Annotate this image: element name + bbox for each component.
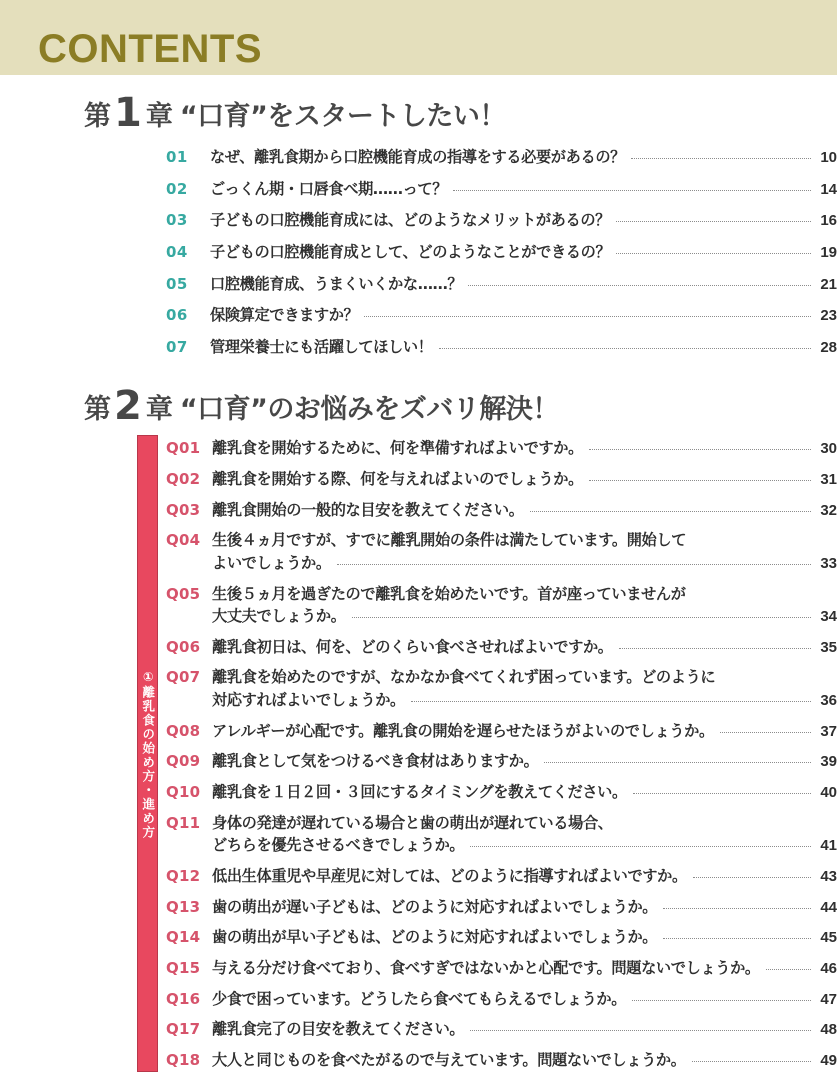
toc-entry-line: [210, 273, 837, 296]
toc-entry-body: [210, 273, 837, 296]
dot-leader: [453, 190, 811, 191]
page-number: 35: [820, 638, 837, 656]
toc-entry-line: [210, 146, 837, 169]
toc-entry-body: [210, 241, 837, 264]
page-number: 47: [820, 990, 837, 1008]
toc-entry-body: [212, 812, 837, 858]
toc-entry-question-number: Q18: [166, 1051, 201, 1069]
toc-entry[interactable]: [166, 241, 837, 264]
toc-entry-body: [212, 529, 837, 575]
toc-entry-text: 離乳食を開始するために、何を準備すればよいですか。: [212, 439, 583, 458]
toc-entry[interactable]: [166, 636, 837, 659]
section-index-tab-label: ①離乳食の始め方・進め方: [140, 668, 156, 839]
page-number: 49: [820, 1052, 837, 1069]
toc-entry-body: [210, 146, 837, 169]
toc-entry[interactable]: [166, 499, 837, 522]
toc-entry[interactable]: [166, 750, 837, 773]
toc-entry-line: [212, 865, 837, 888]
page-number: 30: [820, 440, 837, 458]
toc-entry-text: 少食で困っています。どうしたら食べてもらえるでしょうか。: [212, 989, 627, 1008]
toc-entry-line: [212, 781, 837, 804]
page-number: 36: [820, 691, 837, 709]
toc-entry-body: [212, 499, 837, 522]
toc-entry-line: [212, 1049, 837, 1072]
toc-entry-text: アレルギーが心配です。離乳食の開始を遅らせたほうがよいのでしょうか。: [212, 721, 714, 740]
toc-entry[interactable]: [166, 896, 837, 919]
toc-entry[interactable]: [166, 1018, 837, 1041]
toc-entry-question-number: Q06: [166, 637, 201, 656]
toc-entry-line: [212, 468, 837, 491]
dot-leader: [632, 1000, 811, 1001]
toc-entry-number: 05: [166, 274, 188, 293]
dot-leader: [663, 908, 811, 909]
page-number: 40: [820, 784, 837, 801]
toc-entry[interactable]: [166, 437, 837, 460]
toc-entry-question-number: Q15: [166, 958, 201, 977]
chapter-2-entry-list: [0, 437, 837, 1072]
toc-entry-line: [212, 812, 837, 835]
dot-leader: [470, 1030, 811, 1031]
page-number: 39: [820, 753, 837, 771]
dot-leader: [589, 449, 811, 450]
toc-entry-number: 04: [166, 243, 188, 262]
toc-entry-body: [212, 468, 837, 491]
toc-entry-question-number: Q08: [166, 721, 201, 740]
page-number: 10: [820, 149, 837, 166]
toc-entry-text: 子どもの口腔機能育成として、どのようなことができるの？: [210, 243, 611, 262]
page-number: 31: [820, 471, 837, 488]
toc-entry[interactable]: [166, 865, 837, 888]
toc-entry[interactable]: [166, 988, 837, 1011]
toc-entry[interactable]: [166, 209, 837, 232]
toc-entry-text: 歯の萌出が早い子どもは、どのように対応すればよいでしょうか。: [212, 928, 658, 947]
dot-leader: [544, 762, 811, 763]
page-number: 19: [820, 244, 837, 262]
toc-entry-line: [210, 336, 837, 359]
toc-entry-body: [212, 988, 837, 1011]
toc-entry-text: 生後５ヵ月を過ぎたので離乳食を始めたいです。首が座っていませんが: [212, 584, 686, 603]
toc-entry-text: 大丈夫でしょうか。: [212, 607, 346, 626]
toc-entry-line: [210, 241, 837, 264]
chapter-1-heading: [84, 90, 837, 136]
toc-entry-line: [212, 583, 837, 606]
toc-entry-text: 離乳食開始の一般的な目安を教えてください。: [212, 500, 524, 519]
page-number: 37: [820, 722, 837, 740]
page-number: 34: [820, 608, 837, 626]
chapter-2-title: “口育”のお悩みをズバリ解決！: [179, 394, 559, 426]
toc-entry-line: [212, 605, 837, 628]
toc-entry-text: 口腔機能育成、うまくいくかな……？: [210, 274, 463, 293]
toc-entry-question-number: Q01: [166, 439, 201, 458]
chapter-2-prefix: 第: [84, 394, 111, 426]
chapter-1-entry-list: [0, 146, 837, 359]
toc-entry-line: [212, 499, 837, 522]
dot-leader: [439, 348, 811, 349]
toc-entry-question-number: Q05: [166, 584, 201, 603]
toc-entry-body: [212, 666, 837, 712]
chapter-2-suffix: 章: [145, 394, 173, 426]
page-number: 16: [820, 212, 837, 230]
toc-entry-question-number: Q14: [166, 928, 201, 947]
dot-leader: [619, 648, 811, 649]
toc-entry-text: 保険算定できますか？: [210, 306, 359, 325]
toc-entry-body: [212, 957, 837, 980]
dot-leader: [616, 253, 811, 254]
toc-entry-number: 01: [166, 148, 188, 166]
toc-entry-body: [212, 865, 837, 888]
toc-entry-body: [212, 896, 837, 919]
toc-entry-text: 生後４ヵ月ですが、すでに離乳開始の条件は満たしています。開始して: [212, 531, 687, 550]
toc-entry-question-number: Q16: [166, 989, 201, 1008]
toc-entry-text: 離乳食初日は、何を、どのくらい食べさせればよいですか。: [212, 637, 613, 656]
toc-entry-question-number: Q07: [166, 668, 201, 687]
chapter-1-prefix: 第: [84, 101, 111, 132]
page-number: 44: [820, 898, 837, 916]
toc-entry-line: [210, 178, 837, 201]
toc-entry[interactable]: [166, 304, 837, 327]
chapter-1-suffix: 章: [145, 101, 173, 132]
toc-entry-text: 離乳食を１日２回・３回にするタイミングを教えてください。: [212, 783, 627, 801]
toc-entry-text: 大人と同じものを食べたがるので与えています。問題ないでしょうか。: [212, 1051, 686, 1069]
toc-entry-text: どちらを優先させるべきでしょうか。: [212, 836, 465, 855]
toc-entry-body: [212, 636, 837, 659]
toc-entry-text: なぜ、離乳食期から口腔機能育成の指導をする必要があるの？: [210, 148, 625, 166]
chapter-1-number: 1: [114, 90, 142, 136]
toc-entry-question-number: Q10: [166, 783, 201, 801]
toc-entry-text: 離乳食として気をつけるべき食材はありますか。: [212, 752, 539, 771]
toc-entry-line: [212, 896, 837, 919]
toc-entry-line: [212, 666, 837, 689]
toc-entry-question-number: Q12: [166, 866, 201, 885]
toc-entry[interactable]: [166, 957, 837, 980]
toc-entry-question-number: Q09: [166, 752, 201, 771]
toc-page: [0, 90, 837, 1072]
toc-entry[interactable]: [166, 1049, 837, 1072]
toc-entry-body: [212, 437, 837, 460]
dot-leader: [616, 221, 811, 222]
dot-leader: [411, 701, 811, 702]
page-number: 43: [820, 867, 837, 885]
toc-entry-line: [212, 552, 837, 575]
dot-leader: [468, 285, 811, 286]
toc-entry[interactable]: [166, 781, 837, 804]
toc-entry-question-number: Q04: [166, 531, 201, 550]
toc-entry[interactable]: [166, 926, 837, 949]
toc-entry-question-number: Q13: [166, 897, 201, 916]
toc-entry-text: 離乳食を始めたのですが、なかなか食べてくれず困っています。どのように: [212, 668, 716, 687]
dot-leader: [470, 846, 811, 847]
toc-entry-line: [212, 957, 837, 980]
toc-entry-body: [210, 304, 837, 327]
toc-entry-body: [212, 926, 837, 949]
page-number: 41: [820, 837, 837, 855]
page-number: 33: [820, 554, 837, 572]
chapter-2-number: 2: [114, 383, 142, 430]
chapter-2-section: [0, 437, 837, 1072]
page-number: 48: [820, 1021, 837, 1039]
toc-entry-line: [212, 926, 837, 949]
dot-leader: [633, 793, 811, 794]
toc-entry-text: 身体の発達が遅れている場合と歯の萌出が遅れている場合、: [212, 813, 613, 832]
toc-entry-body: [210, 209, 837, 232]
toc-entry[interactable]: [166, 583, 837, 629]
toc-entry[interactable]: [166, 178, 837, 201]
toc-entry-line: [212, 750, 837, 773]
toc-entry-number: 03: [166, 211, 188, 230]
toc-entry-line: [212, 437, 837, 460]
toc-entry-body: [212, 781, 837, 804]
toc-entry-line: [212, 529, 837, 552]
toc-entry[interactable]: [166, 468, 837, 491]
dot-leader: [364, 316, 811, 317]
page-number: 23: [820, 307, 837, 325]
page-number: 32: [820, 501, 837, 519]
page-number: 46: [820, 959, 837, 977]
dot-leader: [589, 480, 811, 481]
toc-entry[interactable]: [166, 720, 837, 743]
chapter-1-title: “口育”をスタートしたい！: [179, 101, 506, 132]
toc-entry-text: 管理栄養士にも活躍してほしい！: [210, 338, 433, 357]
toc-entry-body: [212, 583, 837, 629]
toc-entry-question-number: Q03: [166, 500, 201, 519]
chapter-2-heading: [84, 383, 837, 430]
page-title: CONTENTS: [38, 27, 262, 71]
dot-leader: [631, 158, 811, 159]
toc-entry-text: 離乳食を開始する際、何を与えればよいのでしょうか。: [212, 470, 583, 488]
toc-entry-line: [212, 636, 837, 659]
toc-entry-line: [212, 834, 837, 857]
dot-leader: [663, 938, 811, 939]
contents-header-band: [0, 0, 837, 75]
dot-leader: [530, 511, 811, 512]
toc-entry-number: 07: [166, 338, 188, 357]
dot-leader: [337, 564, 811, 565]
toc-entry-body: [212, 720, 837, 743]
dot-leader: [692, 1061, 811, 1062]
page-number: 14: [820, 180, 837, 198]
toc-entry-body: [210, 336, 837, 359]
toc-entry-line: [212, 689, 837, 712]
toc-entry[interactable]: [166, 529, 837, 575]
toc-entry-text: 離乳食完了の目安を教えてください。: [212, 1020, 465, 1039]
toc-entry-body: [210, 178, 837, 201]
toc-entry-body: [212, 750, 837, 773]
toc-entry-body: [212, 1018, 837, 1041]
section-index-tab[interactable]: [137, 435, 158, 1072]
toc-entry[interactable]: [166, 812, 837, 858]
toc-entry-text: 対応すればよいでしょうか。: [212, 690, 405, 709]
dot-leader: [766, 969, 811, 970]
toc-entry[interactable]: [166, 336, 837, 359]
toc-entry-text: よいでしょうか。: [212, 553, 331, 572]
toc-entry[interactable]: [166, 666, 837, 712]
toc-entry[interactable]: [166, 273, 837, 296]
toc-entry[interactable]: [166, 146, 837, 169]
toc-entry-text: 歯の萌出が遅い子どもは、どのように対応すればよいでしょうか。: [212, 897, 658, 916]
toc-entry-line: [210, 304, 837, 327]
toc-entry-text: 子どもの口腔機能育成には、どのようなメリットがあるの？: [210, 211, 611, 230]
toc-entry-question-number: Q17: [166, 1020, 201, 1039]
toc-entry-number: 02: [166, 179, 188, 198]
toc-entry-line: [212, 1018, 837, 1041]
dot-leader: [352, 617, 811, 618]
page-number: 28: [820, 339, 837, 357]
toc-entry-text: 与える分だけ食べており、食べすぎではないかと心配です。問題ないでしょうか。: [212, 958, 760, 977]
toc-entry-text: ごっくん期・口唇食べ期……って？: [210, 179, 448, 198]
toc-entry-text: 低出生体重児や早産児に対しては、どのように指導すればよいですか。: [212, 866, 687, 885]
dot-leader: [693, 877, 811, 878]
toc-entry-question-number: Q02: [166, 470, 201, 488]
page-number: 45: [820, 929, 837, 947]
toc-entry-line: [212, 720, 837, 743]
toc-entry-number: 06: [166, 306, 188, 325]
toc-entry-line: [210, 209, 837, 232]
page-number: 21: [820, 275, 837, 293]
toc-entry-line: [212, 988, 837, 1011]
toc-entry-body: [212, 1049, 837, 1072]
dot-leader: [720, 732, 811, 733]
toc-entry-question-number: Q11: [166, 813, 201, 832]
